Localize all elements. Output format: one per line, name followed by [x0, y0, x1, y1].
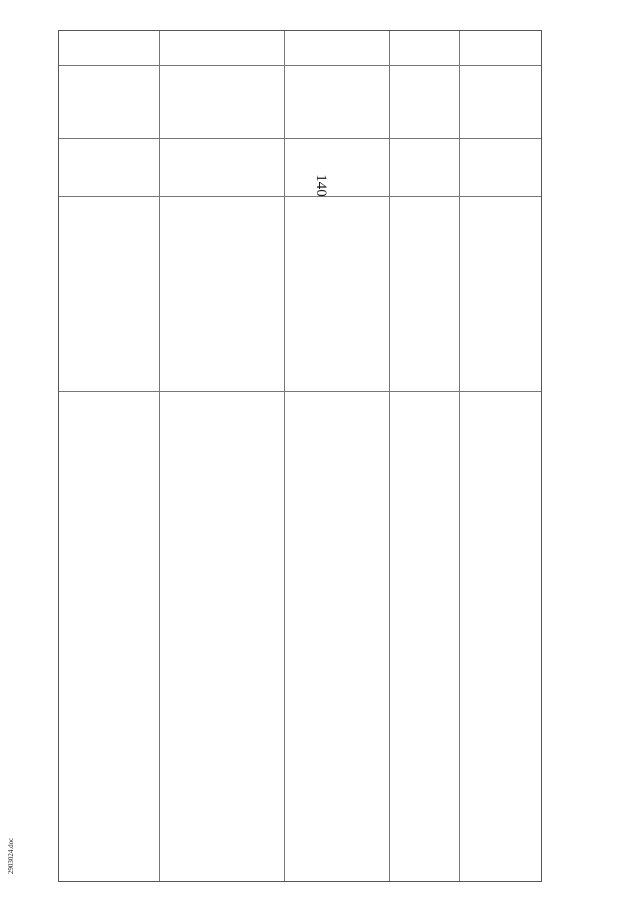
file-code: 2903024.doc	[7, 837, 16, 875]
column-divider	[159, 31, 160, 881]
header-cell	[59, 138, 541, 195]
header-cell	[59, 65, 541, 139]
header-cell	[59, 31, 541, 66]
activity-table	[58, 30, 542, 882]
table-row	[59, 196, 541, 392]
table-header	[59, 31, 541, 197]
column-divider	[459, 31, 460, 881]
table-row	[59, 391, 541, 882]
page-number: 140	[312, 173, 329, 197]
column-divider	[389, 31, 390, 881]
column-divider	[284, 31, 285, 881]
